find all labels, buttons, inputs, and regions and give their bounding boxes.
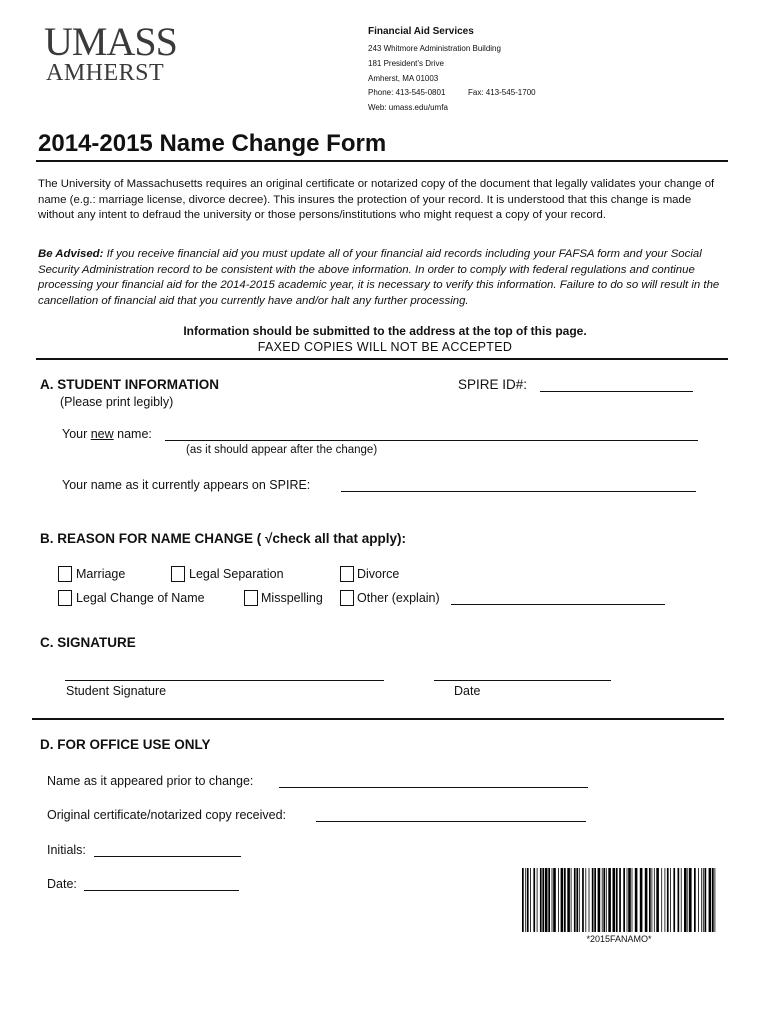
title-rule <box>36 160 728 162</box>
section-b-heading: B. REASON FOR NAME CHANGE ( √check all that apply): <box>40 531 406 546</box>
new-name-prefix: Your <box>62 427 91 441</box>
divorce-label: Divorce <box>357 567 400 581</box>
new-name-emphasis: new <box>90 427 114 441</box>
section-a-heading: A. STUDENT INFORMATION <box>40 377 219 392</box>
submit-note: Information should be submitted to the address at the top of this page. <box>183 324 587 338</box>
barcode-image <box>522 868 716 932</box>
signature-date-label: Date <box>454 684 481 698</box>
misspelling-label: Misspelling <box>261 591 323 605</box>
new-name-suffix: name: <box>113 427 152 441</box>
section-c-heading: C. SIGNATURE <box>40 635 136 650</box>
web-address: Web: umass.edu/umfa <box>368 103 448 112</box>
signature-date-field[interactable] <box>434 680 611 681</box>
other-explain-field[interactable] <box>451 604 665 605</box>
section-d-heading: D. FOR OFFICE USE ONLY <box>40 737 211 752</box>
other-checkbox[interactable] <box>340 590 354 606</box>
fax-warning: FAXED COPIES WILL NOT BE ACCEPTED <box>257 340 513 354</box>
divorce-checkbox[interactable] <box>340 566 354 582</box>
advisory-paragraph <box>38 247 730 309</box>
new-name-label <box>62 427 152 441</box>
office-name: Financial Aid Services <box>368 26 474 37</box>
address-line-2: 181 President’s Drive <box>368 59 444 68</box>
prior-name-label: Name as it appeared prior to change: <box>47 774 254 788</box>
legal-separation-label: Legal Separation <box>189 567 284 581</box>
office-date-label: Date: <box>47 877 77 891</box>
umass-logo-line2: AMHERST <box>46 60 165 86</box>
office-section-rule <box>32 718 724 720</box>
cert-received-label: Original certificate/notarized copy received: <box>47 808 287 822</box>
marriage-checkbox[interactable] <box>58 566 72 582</box>
student-signature-label: Student Signature <box>66 684 167 698</box>
initials-label: Initials: <box>47 843 86 857</box>
spire-id-field[interactable] <box>540 391 693 392</box>
cert-received-field[interactable] <box>316 821 586 822</box>
misspelling-checkbox[interactable] <box>244 590 258 606</box>
intro-paragraph: The University of Massachusetts requires an original certificate or notarized copy of the document that legally validates your change of name (e.g.: marriage license, divorce decree). This insures the protection of your record. It is understood that this change is made without any intent to defraud the university or those persons/institutions who might request a copy of your record. <box>38 178 715 221</box>
legal-separation-checkbox[interactable] <box>171 566 185 582</box>
advisory-label: Be Advised: <box>38 248 104 260</box>
current-name-field[interactable] <box>341 491 696 492</box>
student-signature-field[interactable] <box>65 680 384 681</box>
barcode-text: *2015FANAMO* <box>586 934 652 944</box>
prior-name-field[interactable] <box>279 787 588 788</box>
spire-id-label: SPIRE ID#: <box>458 377 528 392</box>
marriage-label: Marriage <box>76 567 126 581</box>
initials-field[interactable] <box>94 856 241 857</box>
intro-rule <box>36 358 728 360</box>
legal-change-label: Legal Change of Name <box>76 591 205 605</box>
form-title: 2014-2015 Name Change Form <box>38 130 387 157</box>
print-legibly-note: (Please print legibly) <box>60 395 174 409</box>
umass-logo-line1: UMASS <box>44 19 177 64</box>
other-label: Other (explain) <box>357 591 440 605</box>
fax-number: Fax: 413-545-1700 <box>468 88 536 97</box>
new-name-field[interactable] <box>165 440 698 441</box>
office-date-field[interactable] <box>84 890 239 891</box>
legal-change-checkbox[interactable] <box>58 590 72 606</box>
address-line-3: Amherst, MA 01003 <box>368 74 439 83</box>
phone-number: Phone: 413-545-0801 <box>368 88 446 97</box>
address-line-1: 243 Whitmore Administration Building <box>368 44 501 53</box>
new-name-hint: (as it should appear after the change) <box>186 444 378 456</box>
advisory-text: If you receive financial aid you must update all of your financial aid records including your FAFSA form and your Social Security Administration record to be consistent with the above information. In order to comply with federal regulations and continue processing your financial aid for the 2014-2015 academic year, it is necessary to verify this information. Failure to do so will result in the cancellation of financial aid that you currently have and/or halt any further processing. <box>38 248 720 307</box>
current-name-label: Your name as it currently appears on SPIRE: <box>62 478 311 492</box>
